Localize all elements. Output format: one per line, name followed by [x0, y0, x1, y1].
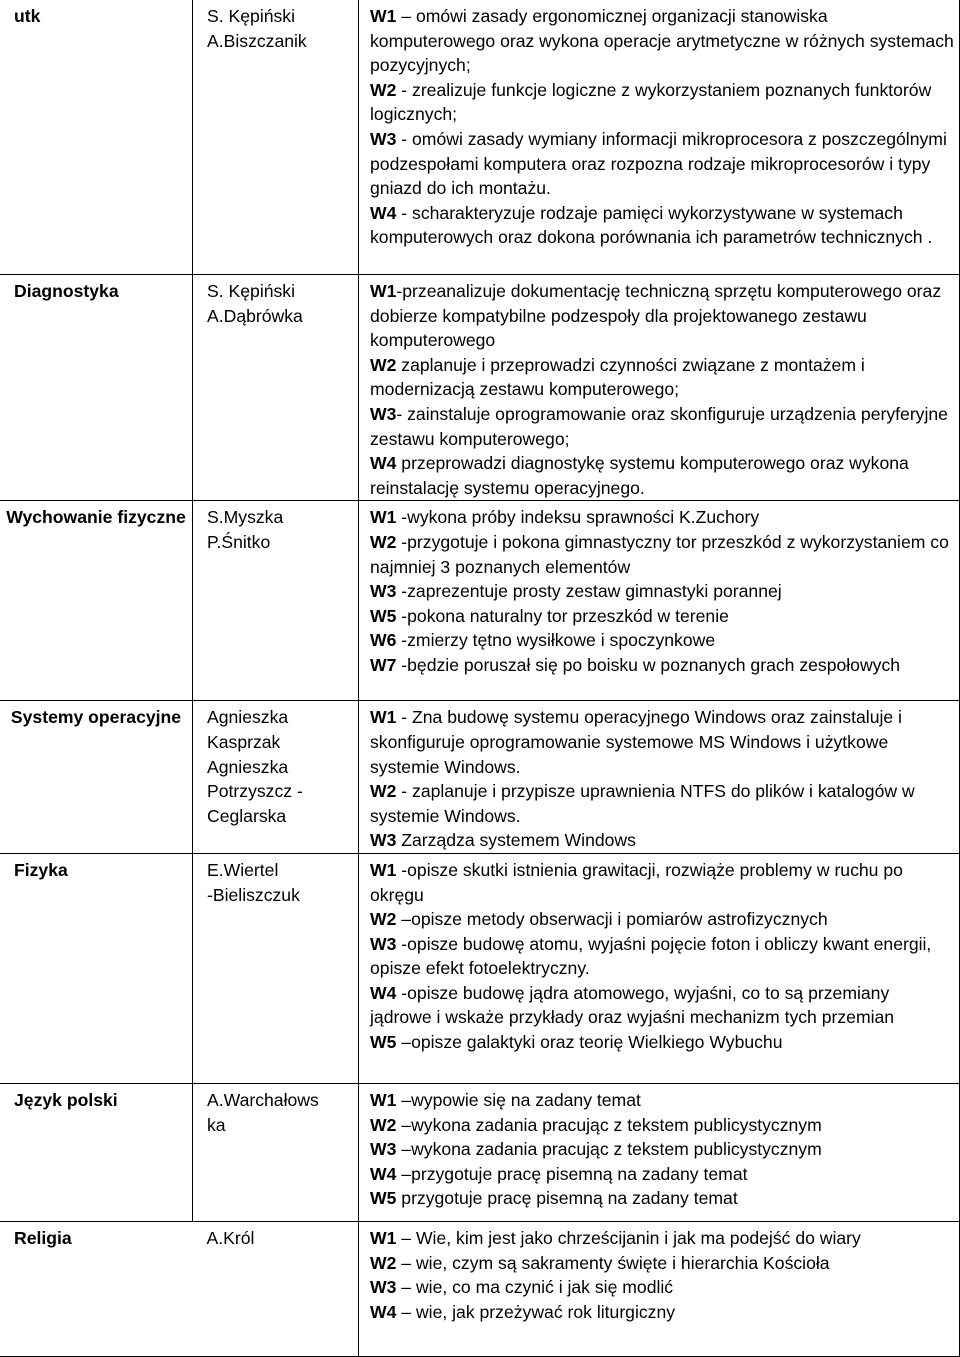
- goals-cell: [359, 1083, 960, 1221]
- goal-code: W4: [370, 202, 397, 223]
- goal-item: [370, 932, 955, 981]
- goal-text: – wie, co ma czynić i jak się modlić: [396, 1277, 674, 1298]
- goal-code: W1: [370, 1227, 397, 1248]
- subject-name: Diagnostyka: [14, 281, 119, 301]
- goal-text: - zrealizuje funkcje logiczne z wykorzystaniem poznanych funktorów logicznych;: [370, 79, 932, 125]
- goal-item: [370, 907, 955, 932]
- goal-text: – wie, czym są sakramenty święte i hierarchia Kościoła: [396, 1252, 830, 1273]
- goal-item: [370, 1186, 955, 1211]
- teacher-name: ka: [207, 1114, 226, 1135]
- teacher-name: A.Biszczanik: [207, 30, 307, 51]
- goal-code: W4: [370, 453, 397, 474]
- goal-text: Zarządza systemem Windows: [396, 830, 636, 851]
- goal-code: W2: [370, 909, 397, 930]
- goal-item: [370, 779, 955, 828]
- goal-code: W1: [370, 859, 397, 880]
- goal-text: -opisze budowę atomu, wyjaśni pojęcie foton i obliczy kwant energii, opisze efekt fotoelektryczny.: [370, 933, 932, 979]
- goal-text: - omówi zasady wymiany informacji mikroprocesora z poszczególnymi podzespołami komputera oraz rozpozna rodzaje mikroprocesorów i typy gniazd do ich montażu.: [370, 128, 947, 199]
- goal-text: –opisze metody obserwacji i pomiarów astrofizycznych: [396, 909, 828, 930]
- goal-code: W1: [370, 1089, 397, 1110]
- subject-cell: [0, 701, 193, 854]
- goal-item: [370, 78, 955, 127]
- subject-cell: [0, 501, 193, 701]
- teacher-cell: [193, 275, 359, 501]
- teacher-name: A.Dąbrówka: [207, 305, 303, 326]
- subject-cell: [0, 275, 193, 501]
- goal-text: –wykona zadania pracując z tekstem publicystycznym: [396, 1114, 822, 1135]
- teacher-cell: [193, 501, 359, 701]
- subject-name: Systemy operacyjne: [10, 707, 182, 728]
- goal-text: -przeanalizuje dokumentację techniczną sprzętu komputerowego oraz dobierze kompatybilne podzespoły dla projektowanego zestawu komputerowego: [370, 281, 942, 351]
- subject-name: utk: [14, 6, 41, 26]
- goal-item: [370, 1275, 955, 1300]
- goal-code: W2: [370, 531, 397, 552]
- goal-item: [370, 1137, 955, 1162]
- subject-cell: [0, 0, 193, 275]
- goal-item: [370, 505, 955, 530]
- teacher-name: S.Myszka: [207, 507, 284, 528]
- goal-code: W4: [370, 1301, 397, 1322]
- goal-code: W4: [370, 982, 397, 1003]
- goal-text: przygotuje pracę pisemną na zadany temat: [396, 1188, 738, 1209]
- goal-item: [370, 1030, 955, 1055]
- goal-code: W1: [370, 281, 397, 301]
- goal-code: W3: [370, 581, 397, 602]
- goal-text: –wykona zadania pracując z tekstem publicystycznym: [396, 1139, 822, 1160]
- subject-cell: [0, 853, 193, 1083]
- goal-text: –wypowie się na zadany temat: [396, 1089, 641, 1110]
- teacher-name: -Bieliszczuk: [207, 884, 300, 905]
- goal-item: [370, 279, 955, 353]
- goal-item: [370, 4, 955, 78]
- teacher-cell: [193, 0, 359, 275]
- goal-text: -opisze budowę jądra atomowego, wyjaśni, co to są przemiany jądrowe i wskaże przykłady oraz wyjaśni mechanizm tych przemian: [370, 982, 895, 1028]
- goal-text: -przygotuje i pokona gimnastyczny tor przeszkód z wykorzystaniem co najmniej 3 poznanych elementów: [370, 531, 949, 577]
- goal-item: [370, 402, 955, 451]
- goal-code: W3: [370, 1277, 397, 1298]
- goal-code: W2: [370, 79, 397, 100]
- goals-cell: [359, 1221, 960, 1356]
- goal-text: -zaprezentuje prosty zestaw gimnastyki porannej: [396, 581, 782, 602]
- table-row: [0, 853, 960, 1083]
- teacher-name: Agnieszka Kasprzak: [207, 707, 289, 752]
- table-row: [0, 0, 960, 275]
- goal-code: W2: [370, 1252, 397, 1273]
- goal-item: [370, 451, 955, 500]
- goal-item: [370, 127, 955, 201]
- subject-cell: [0, 1083, 193, 1221]
- goal-text: –przygotuje pracę pisemną na zadany temat: [396, 1163, 748, 1184]
- goal-item: [370, 530, 955, 579]
- goal-text: -zmierzy tętno wysiłkowe i spoczynkowe: [396, 630, 716, 651]
- goal-text: zaplanuje i przeprowadzi czynności związane z montażem i modernizacją zestawu komputerowego;: [370, 354, 865, 400]
- goal-item: [370, 653, 955, 678]
- goal-text: - Zna budowę systemu operacyjnego Windows oraz zainstaluje i skonfiguruje oprogramowanie systemowe MS Windows i użytkowe systemie Windows.: [370, 707, 902, 777]
- teacher-name: E.Wiertel: [207, 859, 279, 880]
- goal-item: [370, 1226, 955, 1251]
- goal-text: -wykona próby indeksu sprawności K.Zuchory: [396, 507, 760, 528]
- goal-code: W2: [370, 781, 397, 802]
- goal-code: W7: [370, 654, 397, 675]
- goal-code: W3: [370, 128, 397, 149]
- table-row: [0, 1083, 960, 1221]
- goal-code: W1: [370, 6, 397, 26]
- goal-text: przeprowadzi diagnostykę systemu komputerowego oraz wykona reinstalację systemu operacyjnego.: [370, 453, 909, 498]
- goal-text: –opisze galaktyki oraz teorię Wielkiego Wybuchu: [396, 1032, 783, 1053]
- teacher-cell: [193, 853, 359, 1083]
- goal-item: [370, 201, 955, 250]
- table-row: [0, 275, 960, 501]
- goal-item: [370, 981, 955, 1030]
- goal-item: [370, 828, 955, 853]
- goal-item: [370, 1113, 955, 1138]
- teacher-cell: [193, 1083, 359, 1221]
- goal-item: [370, 353, 955, 402]
- goal-code: W5: [370, 1188, 397, 1209]
- teacher-cell: [193, 701, 359, 854]
- subject-name: Fizyka: [14, 859, 68, 880]
- goal-text: -będzie poruszał się po boisku w poznanych grach zespołowych: [396, 654, 901, 675]
- goal-item: [370, 604, 955, 629]
- goal-item: [370, 705, 955, 779]
- goal-item: [370, 1300, 955, 1325]
- teacher-name: A.Król: [206, 1227, 255, 1248]
- goal-text: -opisze skutki istnienia grawitacji, rozwiąże problemy w ruchu po okręgu: [370, 859, 903, 905]
- goal-text: – Wie, kim jest jako chrześcijanin i jak ma podejść do wiary: [396, 1227, 861, 1248]
- table-row: [0, 1221, 960, 1356]
- subject-name: Wychowanie fizyczne: [6, 507, 186, 528]
- table-row: [0, 501, 960, 701]
- goal-code: W3: [370, 1139, 397, 1160]
- subject-cell: [0, 1221, 193, 1356]
- teacher-name: P.Śnitko: [207, 531, 271, 552]
- goal-item: [370, 1251, 955, 1276]
- goal-text: - zaplanuje i przypisze uprawnienia NTFS do plików i katalogów w systemie Windows.: [370, 781, 915, 826]
- goals-cell: [359, 701, 960, 854]
- goals-cell: [359, 501, 960, 701]
- goal-item: [370, 1162, 955, 1187]
- goal-code: W5: [370, 1032, 397, 1053]
- goal-code: W2: [370, 1114, 397, 1135]
- goals-cell: [359, 275, 960, 501]
- goal-code: W2: [370, 354, 397, 375]
- goal-text: – omówi zasady ergonomicznej organizacji stanowiska komputerowego oraz wykona operacje arytmetyczne w różnych systemach pozycyjnych;: [370, 6, 954, 76]
- goal-code: W5: [370, 605, 397, 626]
- subject-name: Język polski: [14, 1089, 118, 1110]
- goal-code: W3: [370, 403, 397, 424]
- goal-code: W1: [370, 707, 397, 728]
- goals-cell: [359, 853, 960, 1083]
- goal-text: - zainstaluje oprogramowanie oraz skonfiguruje urządzenia peryferyjne zestawu komputerowego;: [370, 403, 948, 449]
- subject-name: Religia: [14, 1227, 72, 1248]
- goal-item: [370, 1088, 955, 1113]
- goal-text: – wie, jak przeżywać rok liturgiczny: [396, 1301, 676, 1322]
- goal-text: -pokona naturalny tor przeszkód w terenie: [396, 605, 729, 626]
- teacher-cell: [193, 1221, 359, 1356]
- goal-code: W3: [370, 933, 397, 954]
- goal-item: [370, 858, 955, 907]
- goal-code: W3: [370, 830, 397, 851]
- teacher-name: Agnieszka Potrzyszcz - Ceglarska: [207, 756, 303, 826]
- goal-code: W4: [370, 1163, 397, 1184]
- goal-item: [370, 628, 955, 653]
- goal-code: W6: [370, 630, 397, 651]
- goal-item: [370, 579, 955, 604]
- goal-code: W1: [370, 507, 397, 528]
- goals-cell: [359, 0, 960, 275]
- teacher-name: S. Kępiński: [207, 281, 296, 301]
- teacher-name: A.Warchałows: [207, 1089, 319, 1110]
- goal-text: - scharakteryzuje rodzaje pamięci wykorzystywane w systemach komputerowych oraz dokona porównania ich parametrów technicznych .: [370, 202, 933, 248]
- table-row: [0, 701, 960, 854]
- teacher-name: S. Kępiński: [207, 6, 296, 26]
